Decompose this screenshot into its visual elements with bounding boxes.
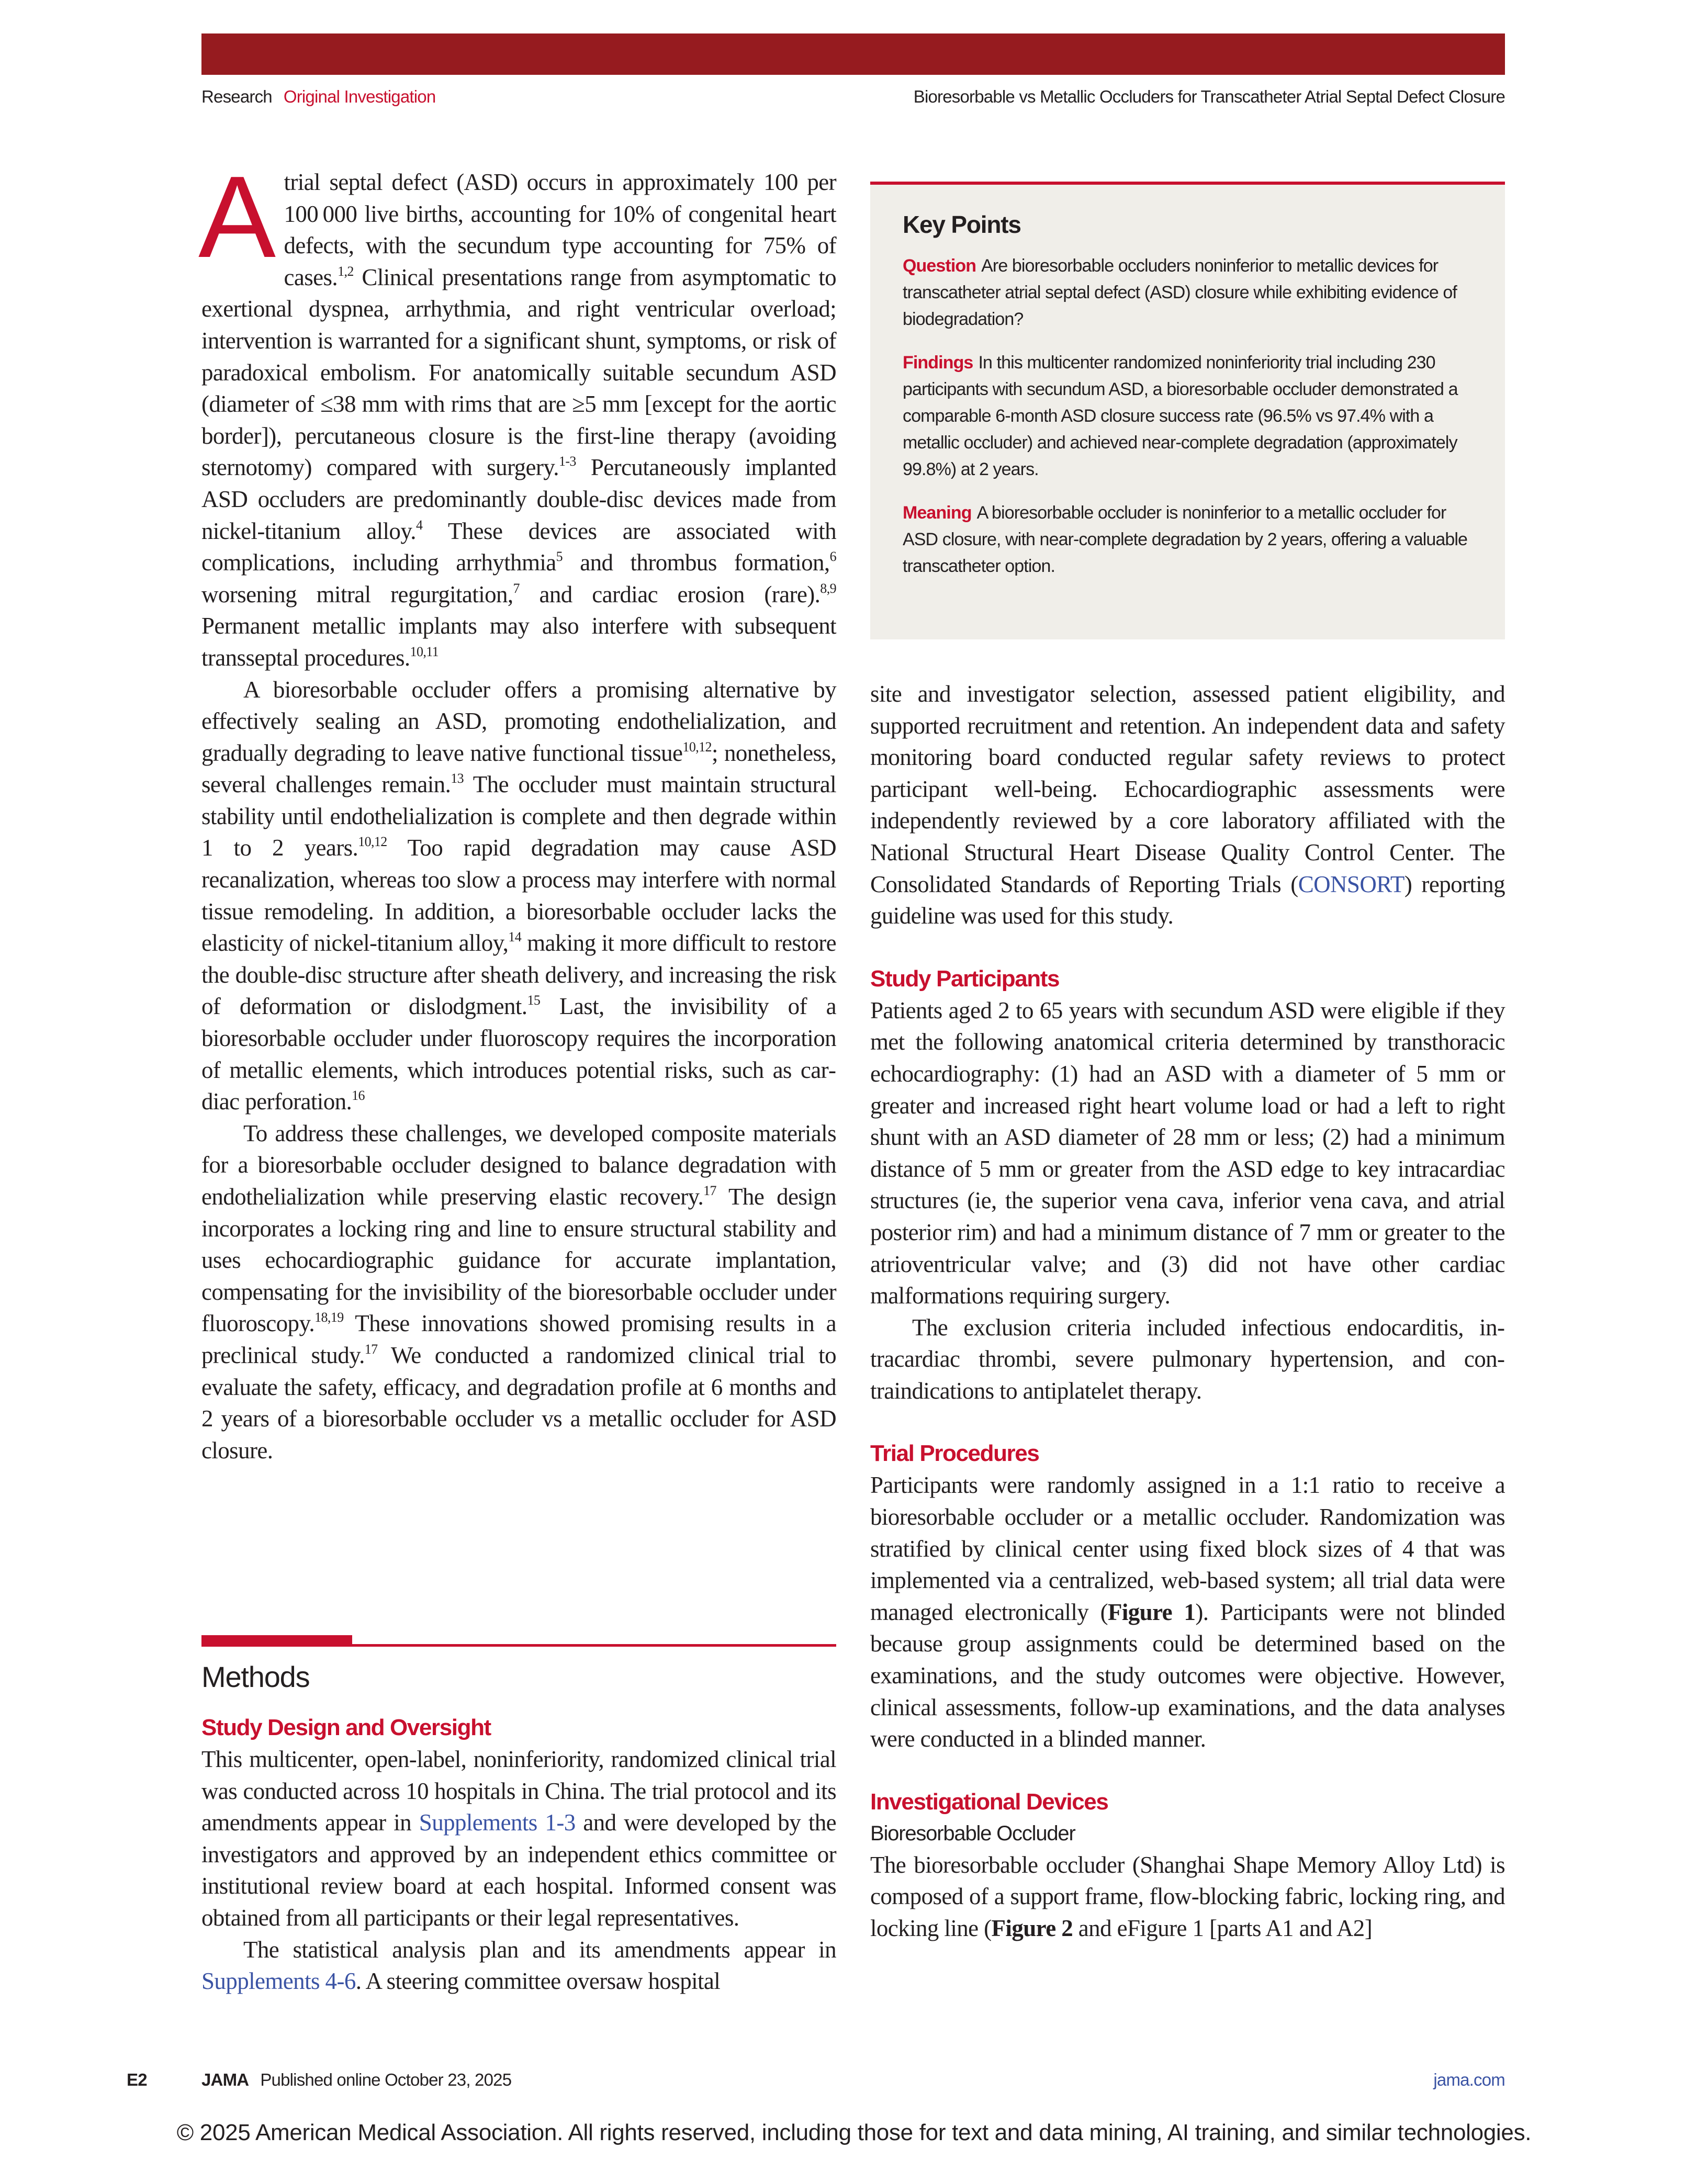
- reference[interactable]: 4: [415, 517, 423, 533]
- reference[interactable]: 8,9: [820, 580, 836, 596]
- reference[interactable]: 6: [829, 549, 836, 565]
- key-points-box: [870, 182, 1505, 639]
- consort-link[interactable]: CONSORT: [1298, 871, 1404, 897]
- journal-info: [201, 2069, 511, 2090]
- question-label: Question: [903, 256, 976, 276]
- meaning-label: Meaning: [903, 503, 972, 523]
- supplements-4-6-link[interactable]: Supplements 4-6: [201, 1968, 356, 1995]
- figure-2-link[interactable]: Figure 2: [991, 1915, 1073, 1941]
- page-number: E2: [127, 2070, 147, 2089]
- reference[interactable]: 15: [527, 993, 541, 1008]
- reference[interactable]: 17: [364, 1341, 378, 1357]
- devices-paragraph: The bioresorbable occluder (Shanghai Shape Memory Alloy Ltd) is composed of a support frame, flow-blocking fabric, locking ring, and locking line (Figure 2 and eFigure 1 [parts A1 and A2]: [870, 1851, 1505, 1941]
- subsection-title-study-design: Study Design and Oversight: [201, 1715, 491, 1740]
- running-head-section: [201, 86, 435, 107]
- article-type-label: Original Investigation: [283, 87, 436, 106]
- intro-paragraph-2: A bioresorbable occluder offers a promising alternative by effectively sealing an ASD, promoting endothelialization, and gradually degrading to leave native functional tissue$^{10,12}$; nonetheless, several challenges remain.$^{13}$ The occluder must maintain structural stability until endothelialization is complete and then degrade within 1 to 2 years.$^{10,12}$ Too rapid degradation may cause ASD recanalization, whereas too slow a process may interfere with normal tissue remodeling. In addition, a bioresorbable occluder lacks the elasticity of nickel-titanium alloy,$^{14}$ making it more difficult to restore the double-disc structure after sheath delivery, and increasing the risk of deformation or dislodgment.$^{15}$ Last, the invisibility of a bioresorbable occluder under fluoroscopy requires the incorporation of metallic elements, which introduces potential risks, such as cardiac perforation.$^{16}$: [201, 676, 837, 1115]
- reference[interactable]: 14: [508, 929, 522, 945]
- journal-site-link[interactable]: jama.com: [1433, 2070, 1505, 2089]
- key-points-findings: Findings In this multicenter randomized noninferiority trial including 230 participants with secundum ASD, a bioresorbable occluder demonstrated a comparable 6-month ASD closure success rate (96.5% vs 97.4% with a metallic occluder) and achieved near-complete degradation (approximately 99.8%) at 2 years.: [903, 353, 1458, 479]
- methods-column-right: [870, 678, 1505, 1944]
- subsubsection-title-bioresorbable-occluder: Bioresorbable Occluder: [870, 1821, 1075, 1845]
- reference[interactable]: 10,12: [682, 739, 712, 755]
- subsection-title-participants: Study Participants: [870, 965, 1060, 992]
- running-title: Bioresorbable vs Metallic Occluders for Transcatheter Atrial Septal Defect Closure: [913, 87, 1505, 106]
- key-points-title: Key Points: [903, 211, 1021, 238]
- intro-paragraph-1: Atrial septal defect (ASD) occurs in approximately 100 per 100 000 live births, accounting for 10% of congenital heart defects, with the secundum type accounting for 75% of cases.$^{1,2}$ Clinical presentations range from asymptomatic to exertional dyspnea, arrhythmia, and right ventricular overload; intervention is warranted for a significant shunt, symptoms, or risk of paradoxical embolism. For anatomically suitable secundum ASD (diameter of ≤38 mm with rims that are ≥5 mm [except for the aortic border]), percutaneous closure is the first-line therapy (avoiding sternotomy) compared with surgery.$^{1-3}$ Percutaneously implanted ASD occluders are predominantly double-disc devices made from nickel-titanium alloy.$^4$ These devices are associated with complications, including arrhythmia$^5$ and thrombus formation,$^6$ worsening mitral regurgitation,$^7$ and cardiac erosion (rare).$^{8,9}$ Permanent metallic implants may also interfere with subsequent transseptal procedures.$^{10,11}$: [198, 152, 836, 671]
- findings-label: Findings: [903, 353, 973, 373]
- subsection-title-devices: Investigational Devices: [870, 1788, 1108, 1815]
- copyright-notice: © 2025 American Medical Association. All rights reserved, including those for text and data mining, AI training, and similar technologies.: [176, 2120, 1532, 2145]
- methods-column-left: [201, 1712, 836, 1997]
- key-points-meaning: Meaning A bioresorbable occluder is noninferior to a metallic occluder for ASD closure, with near-complete degradation by 2 years, offering a valuable transcatheter option.: [903, 503, 1468, 576]
- reference[interactable]: 7: [513, 580, 520, 596]
- reference[interactable]: 17: [703, 1183, 716, 1198]
- supplements-1-3-link[interactable]: Supplements 1-3: [419, 1809, 576, 1836]
- drop-cap: A: [198, 152, 276, 282]
- reference[interactable]: 10,11: [410, 644, 439, 659]
- section-label: Research: [201, 87, 272, 106]
- reference[interactable]: 16: [352, 1088, 365, 1104]
- reference[interactable]: 18,19: [314, 1310, 344, 1325]
- participants-paragraph-1: Patients aged 2 to 65 years with secundum ASD were eligible if they met the following anatomical criteria determined by transthoracic echocardiography: (1) had an ASD with a diameter of 5 mm or greater and increased right heart volume load or had a left to right shunt with an ASD diameter of 28 mm or less; (2) had a minimum distance of 5 mm or greater from the ASD edge to key intracardiac structures (ie, the superior vena cava, inferior vena cava, and atrial posterior rim) and had a minimum distance of 7 mm or greater to the atrioventricular valve; and (3) did not have other cardiac malformations requiring surgery.: [870, 997, 1505, 1309]
- study-design-continuation: site and investigator selection, assessed patient eligibility, and supported recruitment and retention. An independent data and safety monitoring board conducted regular safety reviews to protect participant well-being. Echocardiographic assessments were independently reviewed by a core laboratory affiliated with the National Structural Heart Disease Quality Control Center. The Consolidated Standards of Reporting Trials (CONSORT) reporting guideline was used for this study.: [870, 681, 1505, 929]
- section-title-methods: Methods: [201, 1660, 310, 1693]
- study-design-paragraph-1: This multicenter, open-label, noninferiority, randomized clinical trial was conducted across 10 hospitals in China. The trial protocol and its amendments appear in Supplements 1-3 and were developed by the investigators and approved by an independent ethics committee or institutional review board at each hospital. Informed consent was obtained from all participants or their legal representatives.: [201, 1746, 837, 1931]
- subsection-title-procedures: Trial Procedures: [870, 1441, 1039, 1467]
- publication-date: Published online October 23, 2025: [260, 2070, 512, 2089]
- reference[interactable]: 1,2: [338, 263, 354, 279]
- key-points-question: Question Are bioresorbable occluders noninferior to metallic devices for transcatheter atrial septal defect (ASD) closure while exhibiting evidence of biodegradation?: [903, 256, 1457, 329]
- procedures-paragraph: Participants were randomly assigned in a 1:1 ratio to receive a bioresorbable occluder or a metallic occluder. Randomization was stratified by clinical center using fixed block sizes of 4 that was implemented via a centralized, web-based system; all trial data were managed electronically (Figure 1). Participants were not blinded because group assignments could be determined based on the examinations, and the study outcomes were objective. However, clinical assessments, follow-up examinations, and the data analyses were conducted in a blinded manner.: [870, 1472, 1505, 1752]
- reference[interactable]: 1-3: [558, 454, 576, 469]
- header-color-bar: [201, 33, 1505, 75]
- reference[interactable]: 10,12: [358, 834, 387, 850]
- figure-1-link[interactable]: Figure 1: [1107, 1599, 1196, 1625]
- methods-rule-accent: [201, 1635, 352, 1647]
- intro-paragraph-3: To address these challenges, we developed composite materials for a bioresorbable occluder designed to balance degradation with endothelialization while preserving elastic recovery.$^{17}$ The design incorporates a locking ring and line to ensure structural stability and uses echocardiographic guidance for accurate implantation, compensating for the invisibility of the bioresorbable occluder under fluoroscopy.$^{18,19}$ These innovations showed promising results in a preclinical study.$^{17}$ We conducted a randomized clinical trial to evaluate the safety, efficacy, and degradation profile at 6 months and 2 years of a bioresorbable occluder vs a metallic occluder for ASD closure.: [201, 1120, 836, 1464]
- study-design-paragraph-2: The statistical analysis plan and its amendments appear in Supplements 4-6. A steering committee oversaw hospital: [201, 1936, 836, 1995]
- reference[interactable]: 5: [556, 549, 563, 565]
- intro-column: [198, 152, 837, 1466]
- reference[interactable]: 13: [451, 771, 464, 786]
- journal-name: JAMA: [201, 2070, 249, 2089]
- participants-paragraph-2: The exclusion criteria included infectious endocarditis, intracardiac thrombi, severe pulmonary hypertension, and contraindications to antiplatelet therapy.: [870, 1314, 1505, 1404]
